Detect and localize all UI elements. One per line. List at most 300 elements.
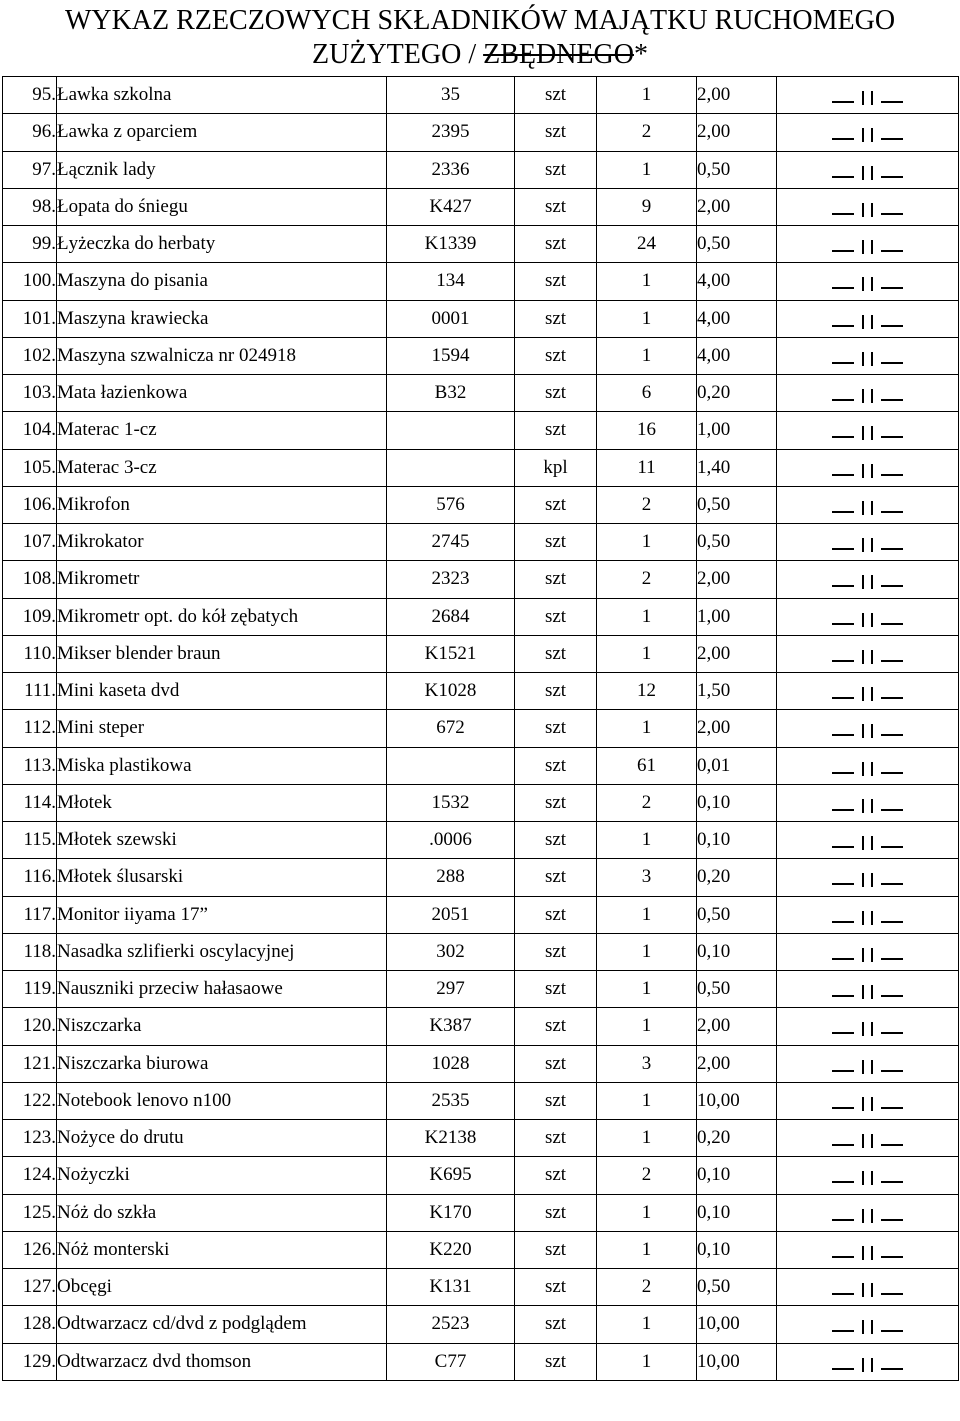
value-cell: 0,50	[697, 971, 777, 1008]
inventory-rows	[3, 77, 959, 1381]
ditto-cell	[777, 188, 959, 225]
unit-cell: szt	[515, 1008, 597, 1045]
inventory-number-cell: 2323	[387, 561, 515, 598]
row-number-cell: 113.	[3, 747, 57, 784]
item-name-cell: Mikrometr	[57, 561, 387, 598]
ditto-mark-icon	[832, 1273, 903, 1297]
quantity-cell: 1	[597, 971, 697, 1008]
quantity-cell: 2	[597, 1157, 697, 1194]
item-name-cell: Odtwarzacz cd/dvd z podglądem	[57, 1306, 387, 1343]
quantity-cell: 2	[597, 784, 697, 821]
unit-cell: szt	[515, 524, 597, 561]
ditto-mark-icon	[832, 528, 903, 552]
quantity-cell: 1	[597, 1306, 697, 1343]
item-name-cell: Mata łazienkowa	[57, 375, 387, 412]
ditto-cell	[777, 300, 959, 337]
ditto-mark-icon	[832, 789, 903, 813]
unit-cell: szt	[515, 300, 597, 337]
ditto-cell	[777, 412, 959, 449]
table-row	[3, 226, 959, 263]
ditto-mark-icon	[832, 677, 903, 701]
title-struck-word: ZBĘDNEGO	[483, 39, 634, 70]
ditto-cell	[777, 1306, 959, 1343]
ditto-cell	[777, 1120, 959, 1157]
value-cell: 0,20	[697, 859, 777, 896]
table-row	[3, 300, 959, 337]
ditto-mark-icon	[832, 267, 903, 291]
ditto-cell	[777, 375, 959, 412]
row-number-cell: 106.	[3, 486, 57, 523]
value-cell: 2,00	[697, 710, 777, 747]
item-name-cell: Mini steper	[57, 710, 387, 747]
ditto-mark-icon	[832, 454, 903, 478]
table-row	[3, 933, 959, 970]
item-name-cell: Maszyna szwalnicza nr 024918	[57, 337, 387, 374]
table-row	[3, 1045, 959, 1082]
item-name-cell: Nóż monterski	[57, 1231, 387, 1268]
item-name-cell: Maszyna krawiecka	[57, 300, 387, 337]
ditto-mark-icon	[832, 1161, 903, 1185]
unit-cell: szt	[515, 971, 597, 1008]
inventory-number-cell: 302	[387, 933, 515, 970]
unit-cell: szt	[515, 1306, 597, 1343]
ditto-cell	[777, 635, 959, 672]
item-name-cell: Miska plastikowa	[57, 747, 387, 784]
title-line-1: WYKAZ RZECZOWYCH SKŁADNIKÓW MAJĄTKU RUCHOMEGO	[64, 5, 896, 36]
inventory-number-cell: 2535	[387, 1082, 515, 1119]
value-cell: 0,50	[697, 896, 777, 933]
quantity-cell: 1	[597, 524, 697, 561]
unit-cell: szt	[515, 412, 597, 449]
value-cell: 2,00	[697, 561, 777, 598]
ditto-mark-icon	[832, 826, 903, 850]
ditto-mark-icon	[832, 863, 903, 887]
item-name-cell: Nauszniki przeciw hałasaowe	[57, 971, 387, 1008]
row-number-cell: 96.	[3, 114, 57, 151]
ditto-mark-icon	[832, 305, 903, 329]
ditto-mark-icon	[832, 603, 903, 627]
ditto-cell	[777, 710, 959, 747]
row-number-cell: 127.	[3, 1269, 57, 1306]
table-row	[3, 822, 959, 859]
quantity-cell: 24	[597, 226, 697, 263]
value-cell: 2,00	[697, 77, 777, 114]
item-name-cell: Ławka z oparciem	[57, 114, 387, 151]
inventory-number-cell: C77	[387, 1343, 515, 1380]
table-row	[3, 561, 959, 598]
ditto-mark-icon	[832, 752, 903, 776]
item-name-cell: Łyżeczka do herbaty	[57, 226, 387, 263]
item-name-cell: Maszyna do pisania	[57, 263, 387, 300]
ditto-mark-icon	[832, 1087, 903, 1111]
quantity-cell: 1	[597, 1343, 697, 1380]
quantity-cell: 1	[597, 151, 697, 188]
value-cell: 0,10	[697, 1194, 777, 1231]
item-name-cell: Mikrometr opt. do kół zębatych	[57, 598, 387, 635]
unit-cell: szt	[515, 226, 597, 263]
title-prefix: ZUŻYTEGO /	[312, 39, 484, 70]
ditto-mark-icon	[832, 491, 903, 515]
unit-cell: szt	[515, 263, 597, 300]
ditto-mark-icon	[832, 714, 903, 738]
table-row	[3, 747, 959, 784]
ditto-cell	[777, 896, 959, 933]
value-cell: 10,00	[697, 1343, 777, 1380]
quantity-cell: 1	[597, 1082, 697, 1119]
value-cell: 0,50	[697, 226, 777, 263]
inventory-number-cell: 2745	[387, 524, 515, 561]
quantity-cell: 1	[597, 710, 697, 747]
inventory-table	[2, 76, 959, 1381]
ditto-mark-icon	[832, 1050, 903, 1074]
value-cell: 0,20	[697, 1120, 777, 1157]
item-name-cell: Nóż do szkła	[57, 1194, 387, 1231]
inventory-number-cell: 2523	[387, 1306, 515, 1343]
item-name-cell: Materac 1-cz	[57, 412, 387, 449]
item-name-cell: Młotek szewski	[57, 822, 387, 859]
table-row	[3, 1082, 959, 1119]
title-asterisk: *	[633, 39, 648, 70]
ditto-cell	[777, 1269, 959, 1306]
inventory-number-cell: 0001	[387, 300, 515, 337]
inventory-number-cell: K220	[387, 1231, 515, 1268]
unit-cell: szt	[515, 933, 597, 970]
ditto-mark-icon	[832, 938, 903, 962]
unit-cell: szt	[515, 1157, 597, 1194]
row-number-cell: 122.	[3, 1082, 57, 1119]
unit-cell: szt	[515, 1045, 597, 1082]
inventory-number-cell: K131	[387, 1269, 515, 1306]
ditto-mark-icon	[832, 81, 903, 105]
value-cell: 2,00	[697, 1045, 777, 1082]
table-row	[3, 971, 959, 1008]
item-name-cell: Nożyczki	[57, 1157, 387, 1194]
value-cell: 2,00	[697, 1008, 777, 1045]
ditto-mark-icon	[832, 1012, 903, 1036]
ditto-cell	[777, 859, 959, 896]
item-name-cell: Nożyce do drutu	[57, 1120, 387, 1157]
ditto-cell	[777, 1008, 959, 1045]
quantity-cell: 12	[597, 673, 697, 710]
inventory-number-cell: 672	[387, 710, 515, 747]
unit-cell: szt	[515, 598, 597, 635]
quantity-cell: 3	[597, 1045, 697, 1082]
row-number-cell: 120.	[3, 1008, 57, 1045]
ditto-cell	[777, 337, 959, 374]
ditto-cell	[777, 971, 959, 1008]
ditto-cell	[777, 561, 959, 598]
inventory-number-cell: 1028	[387, 1045, 515, 1082]
item-name-cell: Niszczarka	[57, 1008, 387, 1045]
value-cell: 4,00	[697, 263, 777, 300]
ditto-mark-icon	[832, 565, 903, 589]
table-row	[3, 151, 959, 188]
row-number-cell: 102.	[3, 337, 57, 374]
row-number-cell: 123.	[3, 1120, 57, 1157]
ditto-cell	[777, 784, 959, 821]
inventory-number-cell: K1339	[387, 226, 515, 263]
quantity-cell: 11	[597, 449, 697, 486]
item-name-cell: Obcęgi	[57, 1269, 387, 1306]
ditto-mark-icon	[832, 640, 903, 664]
inventory-number-cell: 1532	[387, 784, 515, 821]
quantity-cell: 1	[597, 896, 697, 933]
unit-cell: szt	[515, 561, 597, 598]
unit-cell: szt	[515, 114, 597, 151]
value-cell: 4,00	[697, 300, 777, 337]
inventory-number-cell: 2684	[387, 598, 515, 635]
quantity-cell: 2	[597, 114, 697, 151]
ditto-cell	[777, 449, 959, 486]
quantity-cell: 1	[597, 300, 697, 337]
row-number-cell: 129.	[3, 1343, 57, 1380]
quantity-cell: 1	[597, 1120, 697, 1157]
row-number-cell: 125.	[3, 1194, 57, 1231]
row-number-cell: 111.	[3, 673, 57, 710]
row-number-cell: 110.	[3, 635, 57, 672]
value-cell: 0,10	[697, 1231, 777, 1268]
row-number-cell: 95.	[3, 77, 57, 114]
ditto-cell	[777, 151, 959, 188]
value-cell: 2,00	[697, 188, 777, 225]
table-row	[3, 375, 959, 412]
row-number-cell: 115.	[3, 822, 57, 859]
table-row	[3, 1306, 959, 1343]
value-cell: 0,50	[697, 486, 777, 523]
unit-cell: szt	[515, 1082, 597, 1119]
quantity-cell: 1	[597, 598, 697, 635]
unit-cell: szt	[515, 1269, 597, 1306]
item-name-cell: Mikrokator	[57, 524, 387, 561]
item-name-cell: Nasadka szlifierki oscylacyjnej	[57, 933, 387, 970]
quantity-cell: 2	[597, 561, 697, 598]
item-name-cell: Mini kaseta dvd	[57, 673, 387, 710]
item-name-cell: Odtwarzacz dvd thomson	[57, 1343, 387, 1380]
inventory-number-cell: 576	[387, 486, 515, 523]
ditto-cell	[777, 263, 959, 300]
ditto-mark-icon	[832, 379, 903, 403]
inventory-number-cell: .0006	[387, 822, 515, 859]
ditto-cell	[777, 114, 959, 151]
quantity-cell: 1	[597, 822, 697, 859]
inventory-number-cell: K2138	[387, 1120, 515, 1157]
inventory-number-cell: K170	[387, 1194, 515, 1231]
unit-cell: szt	[515, 635, 597, 672]
row-number-cell: 116.	[3, 859, 57, 896]
table-row	[3, 710, 959, 747]
ditto-mark-icon	[832, 901, 903, 925]
value-cell: 0,10	[697, 933, 777, 970]
item-name-cell: Materac 3-cz	[57, 449, 387, 486]
ditto-cell	[777, 1343, 959, 1380]
row-number-cell: 117.	[3, 896, 57, 933]
quantity-cell: 2	[597, 486, 697, 523]
table-row	[3, 673, 959, 710]
item-name-cell: Monitor iiyama 17”	[57, 896, 387, 933]
row-number-cell: 109.	[3, 598, 57, 635]
inventory-number-cell: 134	[387, 263, 515, 300]
row-number-cell: 121.	[3, 1045, 57, 1082]
table-row	[3, 896, 959, 933]
ditto-cell	[777, 673, 959, 710]
table-row	[3, 1157, 959, 1194]
value-cell: 0,10	[697, 1157, 777, 1194]
ditto-cell	[777, 1194, 959, 1231]
ditto-cell	[777, 747, 959, 784]
value-cell: 2,00	[697, 114, 777, 151]
ditto-mark-icon	[832, 193, 903, 217]
quantity-cell: 1	[597, 337, 697, 374]
inventory-number-cell: 2395	[387, 114, 515, 151]
ditto-mark-icon	[832, 230, 903, 254]
unit-cell: szt	[515, 1231, 597, 1268]
unit-cell: szt	[515, 77, 597, 114]
unit-cell: szt	[515, 896, 597, 933]
row-number-cell: 97.	[3, 151, 57, 188]
quantity-cell: 3	[597, 859, 697, 896]
value-cell: 1,00	[697, 412, 777, 449]
title-line-2	[0, 38, 960, 72]
ditto-mark-icon	[832, 416, 903, 440]
ditto-cell	[777, 598, 959, 635]
unit-cell: kpl	[515, 449, 597, 486]
ditto-mark-icon	[832, 1310, 903, 1334]
item-name-cell: Niszczarka biurowa	[57, 1045, 387, 1082]
table-row	[3, 1343, 959, 1380]
row-number-cell: 126.	[3, 1231, 57, 1268]
value-cell: 1,50	[697, 673, 777, 710]
table-row	[3, 635, 959, 672]
table-row	[3, 114, 959, 151]
table-row	[3, 188, 959, 225]
inventory-number-cell: K695	[387, 1157, 515, 1194]
row-number-cell: 114.	[3, 784, 57, 821]
quantity-cell: 1	[597, 1194, 697, 1231]
ditto-cell	[777, 77, 959, 114]
quantity-cell: 6	[597, 375, 697, 412]
value-cell: 1,00	[697, 598, 777, 635]
ditto-cell	[777, 486, 959, 523]
ditto-cell	[777, 524, 959, 561]
ditto-mark-icon	[832, 1124, 903, 1148]
table-row	[3, 449, 959, 486]
unit-cell: szt	[515, 673, 597, 710]
ditto-mark-icon	[832, 1236, 903, 1260]
inventory-number-cell: 1594	[387, 337, 515, 374]
value-cell: 1,40	[697, 449, 777, 486]
value-cell: 0,01	[697, 747, 777, 784]
inventory-number-cell	[387, 412, 515, 449]
table-row	[3, 337, 959, 374]
table-row	[3, 1008, 959, 1045]
value-cell: 0,50	[697, 151, 777, 188]
unit-cell: szt	[515, 710, 597, 747]
row-number-cell: 128.	[3, 1306, 57, 1343]
item-name-cell: Mikrofon	[57, 486, 387, 523]
item-name-cell: Łącznik lady	[57, 151, 387, 188]
ditto-mark-icon	[832, 1199, 903, 1223]
table-row	[3, 1231, 959, 1268]
inventory-number-cell: 2051	[387, 896, 515, 933]
item-name-cell: Łopata do śniegu	[57, 188, 387, 225]
ditto-cell	[777, 1231, 959, 1268]
value-cell: 0,50	[697, 524, 777, 561]
item-name-cell: Mikser blender braun	[57, 635, 387, 672]
ditto-mark-icon	[832, 1348, 903, 1372]
quantity-cell: 9	[597, 188, 697, 225]
unit-cell: szt	[515, 337, 597, 374]
item-name-cell: Ławka szkolna	[57, 77, 387, 114]
value-cell: 0,50	[697, 1269, 777, 1306]
table-row	[3, 412, 959, 449]
row-number-cell: 112.	[3, 710, 57, 747]
quantity-cell: 1	[597, 263, 697, 300]
value-cell: 0,10	[697, 784, 777, 821]
unit-cell: szt	[515, 1343, 597, 1380]
table-row	[3, 598, 959, 635]
row-number-cell: 124.	[3, 1157, 57, 1194]
unit-cell: szt	[515, 859, 597, 896]
item-name-cell: Młotek ślusarski	[57, 859, 387, 896]
value-cell: 10,00	[697, 1306, 777, 1343]
unit-cell: szt	[515, 375, 597, 412]
value-cell: 0,10	[697, 822, 777, 859]
inventory-number-cell	[387, 449, 515, 486]
ditto-cell	[777, 822, 959, 859]
table-row	[3, 859, 959, 896]
table-row	[3, 263, 959, 300]
row-number-cell: 98.	[3, 188, 57, 225]
table-row	[3, 784, 959, 821]
quantity-cell: 1	[597, 1231, 697, 1268]
inventory-number-cell: 2336	[387, 151, 515, 188]
table-row	[3, 1194, 959, 1231]
value-cell: 10,00	[697, 1082, 777, 1119]
quantity-cell: 1	[597, 933, 697, 970]
table-row	[3, 77, 959, 114]
row-number-cell: 119.	[3, 971, 57, 1008]
unit-cell: szt	[515, 822, 597, 859]
row-number-cell: 104.	[3, 412, 57, 449]
item-name-cell: Notebook lenovo n100	[57, 1082, 387, 1119]
table-row	[3, 524, 959, 561]
quantity-cell: 61	[597, 747, 697, 784]
unit-cell: szt	[515, 486, 597, 523]
table-row	[3, 486, 959, 523]
unit-cell: szt	[515, 1194, 597, 1231]
unit-cell: szt	[515, 747, 597, 784]
row-number-cell: 99.	[3, 226, 57, 263]
unit-cell: szt	[515, 784, 597, 821]
document-title	[0, 4, 960, 72]
unit-cell: szt	[515, 151, 597, 188]
inventory-number-cell: K1521	[387, 635, 515, 672]
item-name-cell: Młotek	[57, 784, 387, 821]
ditto-mark-icon	[832, 156, 903, 180]
table-row	[3, 1269, 959, 1306]
ditto-cell	[777, 1157, 959, 1194]
ditto-cell	[777, 933, 959, 970]
ditto-cell	[777, 1045, 959, 1082]
inventory-number-cell: 288	[387, 859, 515, 896]
row-number-cell: 105.	[3, 449, 57, 486]
value-cell: 0,20	[697, 375, 777, 412]
ditto-mark-icon	[832, 118, 903, 142]
quantity-cell: 1	[597, 77, 697, 114]
row-number-cell: 107.	[3, 524, 57, 561]
row-number-cell: 108.	[3, 561, 57, 598]
ditto-mark-icon	[832, 342, 903, 366]
